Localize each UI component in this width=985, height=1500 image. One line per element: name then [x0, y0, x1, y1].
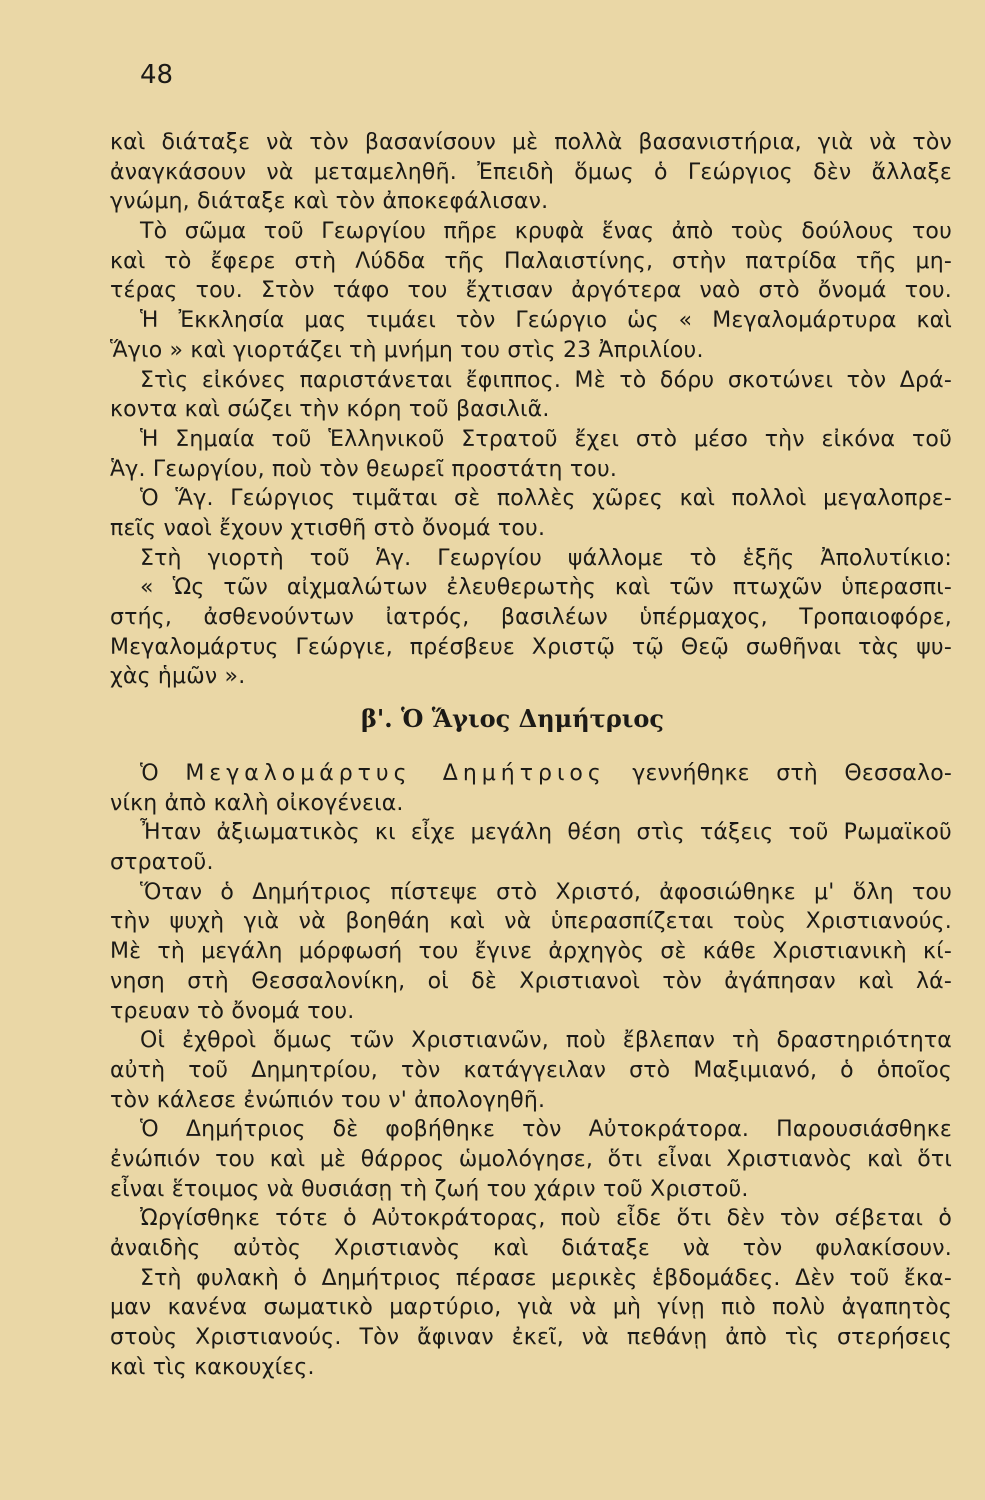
text-line: στρατοῦ. [110, 850, 214, 876]
text-line-first [110, 759, 952, 789]
text-line: καὶ τὸ ἔφερε στὴ Λύδδα τῆς Παλαιστίνης, στὴν πατρίδα τῆς μη- [110, 248, 952, 274]
text-line: Ὁ Ἅγ. Γεώργιος τιμᾶται σὲ πολλὲς χῶρες καὶ πολλοὶ μεγαλοπρε- [140, 486, 952, 512]
text-line: αὐτὴ τοῦ Δημητρίου, τὸν κατάγγειλαν στὸ Μαξιμιανό, ὁ ὁποῖος [110, 1057, 952, 1083]
text-line: Στὴ γιορτὴ τοῦ Ἁγ. Γεωργίου ψάλλομε τὸ ἑξῆς Ἀπολυτίκιο: [140, 545, 952, 571]
text-line: κοντα καὶ σώζει τὴν κόρη τοῦ βασιλιᾶ. [110, 397, 550, 423]
text-line: χὰς ἡμῶν ». [110, 664, 246, 690]
text-line: νηση στὴ Θεσσαλονίκη, οἱ δὲ Χριστιανοὶ τὸν ἀγάπησαν καὶ λά- [110, 968, 952, 994]
text-line: Ὁ Δημήτριος δὲ φοβήθηκε τὸν Αὐτοκράτορα. Παρουσιάσθηκε [140, 1117, 952, 1143]
text-line: ἐνώπιόν του καὶ μὲ θάρρος ὡμολόγησε, ὅτι εἶναι Χριστιανὸς καὶ ὅτι [110, 1146, 952, 1172]
text-line: Τὸ σῶμα τοῦ Γεωργίου πῆρε κρυφὰ ἕνας ἀπὸ τοὺς δούλους του [140, 219, 952, 245]
text-line: καὶ τὶς κακουχίες. [110, 1354, 315, 1380]
section-demetrios-text [110, 759, 952, 1382]
text-line: Ἡ Ἐκκλησία μας τιμάει τὸν Γεώργιο ὡς « Μεγαλομάρτυρα καὶ [140, 308, 952, 334]
text-line: ἀναγκάσουν νὰ μεταμεληθῆ. Ἐπειδὴ ὅμως ὁ Γεώργιος δὲν ἄλλαξε [110, 159, 952, 185]
text-line: Ἡ Σημαία τοῦ Ἑλληνικοῦ Στρατοῦ ἔχει στὸ μέσο τὴν εἰκόνα τοῦ [140, 426, 952, 452]
text-line: Ὅταν ὁ Δημήτριος πίστεψε στὸ Χριστό, ἀφοσιώθηκε μ' ὅλη του [140, 879, 952, 905]
text-line: Μὲ τὴ μεγάλη μόρφωσή του ἔγινε ἀρχηγὸς σὲ κάθε Χριστιανικὴ κί- [110, 939, 952, 965]
text-line: Οἱ ἐχθροὶ ὅμως τῶν Χριστιανῶν, ποὺ ἔβλεπαν τὴ δραστηριότητα [140, 1028, 952, 1054]
text-line: τὸν κάλεσε ἐνώπιόν του ν' ἀπολογηθῆ. [110, 1087, 546, 1113]
section-heading: β'. Ὁ Ἅγιος Δημήτριος [360, 704, 665, 733]
text-line: τέρας του. Στὸν τάφο του ἔχτισαν ἀργότερα ναὸ στὸ ὄνομά του. [110, 278, 952, 304]
text-line: γνώμη, διάταξε καὶ τὸν ἀποκεφάλισαν. [110, 189, 549, 215]
text-line: στής, ἀσθενούντων ἰατρός, βασιλέων ὑπέρμαχος, Τροπαιοφόρε, [110, 605, 952, 630]
text-line: στοὺς Χριστιανούς. Τὸν ἄφιναν ἐκεῖ, νὰ πεθάνῃ ἀπὸ τὶς στερήσεις [110, 1325, 952, 1351]
text-line: Ὠργίσθηκε τότε ὁ Αὐτοκράτορας, ποὺ εἶδε ὅτι δὲν τὸν σέβεται ὁ [140, 1206, 952, 1232]
text-line: νίκη ἀπὸ καλὴ οἰκογένεια. [110, 790, 404, 816]
text-line: Μεγαλομάρτυς Γεώργιε, πρέσβευε Χριστῷ τῷ Θεῷ σωθῆναι τὰς ψυ- [110, 634, 952, 660]
text-line: ἀναιδὴς αὐτὸς Χριστιανὸς καὶ διάταξε νὰ τὸν φυλακίσουν. [110, 1236, 952, 1261]
text-line: καὶ διάταξε νὰ τὸν βασανίσουν μὲ πολλὰ βασανιστήρια, γιὰ νὰ τὸν [110, 130, 952, 155]
text-line: « Ὡς τῶν αἰχμαλώτων ἐλευθερωτὴς καὶ τῶν πτωχῶν ὑπερασπι- [140, 575, 952, 601]
text-line: Στὴ φυλακὴ ὁ Δημήτριος πέρασε μερικὲς ἑβδομάδες. Δὲν τοῦ ἔκα- [140, 1265, 952, 1291]
section-george-text [110, 128, 952, 692]
text-line: Στὶς εἰκόνες παριστάνεται ἔφιππος. Μὲ τὸ δόρυ σκοτώνει τὸν Δρά- [140, 367, 952, 393]
text-line: τὴν ψυχὴ γιὰ νὰ βοηθάη καὶ νὰ ὑπερασπίζεται τοὺς Χριστιανούς. [110, 909, 952, 935]
spaced-name: Μεγαλομάρτυς Δημήτριος [185, 761, 606, 786]
text-line: εἶναι ἕτοιμος νὰ θυσιάσῃ τὴ ζωή του χάριν τοῦ Χριστοῦ. [110, 1176, 749, 1202]
text-line: Ἅγιο » καὶ γιορτάζει τὴ μνήμη του στὶς 23 Ἀπριλίου. [110, 337, 704, 363]
text-fragment: Ὁ [140, 761, 186, 786]
text-line: πεῖς ναοὶ ἔχουν χτισθῆ στὸ ὄνομά του. [110, 515, 546, 541]
page-number: 48 [140, 60, 174, 90]
text-fragment: γεννήθηκε στὴ Θεσσαλο- [605, 761, 952, 786]
text-line: Ἦταν ἀξιωματικὸς κι εἶχε μεγάλη θέση στὶς τάξεις τοῦ Ρωμαϊκοῦ [140, 820, 952, 846]
text-line: Ἁγ. Γεωργίου, ποὺ τὸν θεωρεῖ προστάτη του. [110, 456, 618, 482]
text-line: μαν κανένα σωματικὸ μαρτύριο, γιὰ νὰ μὴ γίνῃ πιὸ πολὺ ἀγαπητὸς [110, 1295, 952, 1321]
text-line: τρευαν τὸ ὄνομά του. [110, 998, 355, 1024]
